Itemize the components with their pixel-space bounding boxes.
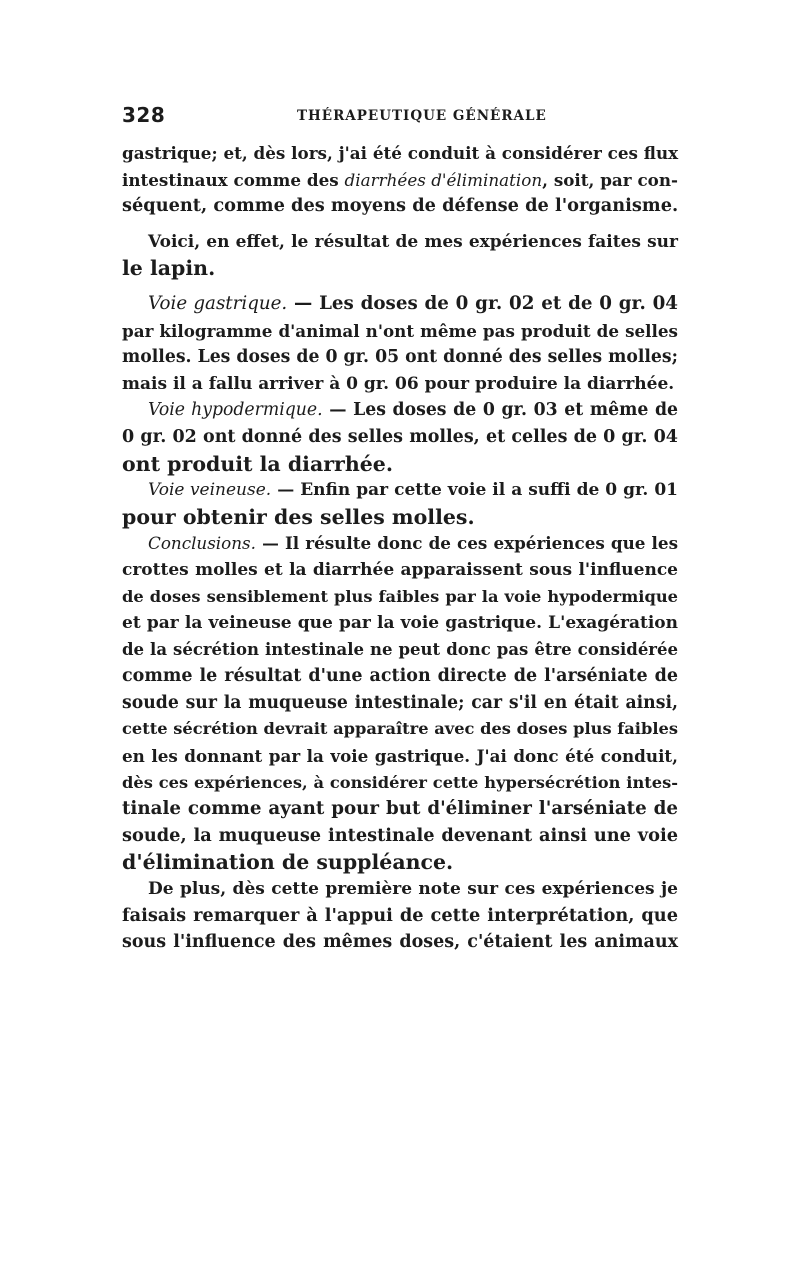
paragraph	[122, 140, 678, 220]
text-line: gastrique; et, dès lors, j'ai été conduit à considérer ces flux	[122, 143, 679, 163]
text-span: — Il résulte donc de ces expériences que les	[255, 533, 678, 554]
text-line	[122, 291, 678, 318]
section-title: Voie veineuse.	[148, 480, 272, 501]
paragraph	[122, 397, 678, 477]
text-line	[122, 477, 678, 504]
text-line: en les donnant par la voie gastrique. J'ai donc été conduit,	[122, 746, 678, 767]
text-line: cette sécrétion devrait apparaître avec des doses plus faibles	[122, 719, 678, 739]
text-line: mais il a fallu arriver à 0 gr. 06 pour produire la diarrhée.	[122, 373, 675, 394]
text-line	[122, 167, 678, 194]
text-line: par kilogramme d'animal n'ont même pas produit de selles	[122, 320, 678, 341]
text-line: sous l'influence des mêmes doses, c'étaient les animaux	[122, 932, 678, 953]
text-line	[122, 530, 678, 557]
text-line: pour obtenir des selles molles.	[122, 504, 475, 529]
text-span: — Enfin par cette voie il a suffi de 0 gr. 01	[271, 480, 678, 501]
paragraph	[122, 229, 678, 282]
body-text	[122, 140, 678, 956]
text-line: d'élimination de suppléance.	[122, 850, 454, 875]
italic-term: diarrhées d'élimination	[344, 169, 543, 190]
section-title: Voie gastrique.	[148, 292, 288, 314]
paragraph	[122, 477, 678, 530]
text-span: — Les doses de 0 gr. 03 et même de	[322, 400, 678, 421]
text-line: et par la veineuse que par la voie gastrique. L'exagération	[122, 613, 678, 634]
text-line: tinale comme ayant pour but d'éliminer l'arséniate de	[122, 798, 678, 820]
text-line: soude, la muqueuse intestinale devenant ainsi une voie	[122, 824, 678, 846]
text-line: de doses sensiblement plus faibles par la voie hypodermique	[122, 586, 678, 606]
text-line: le lapin.	[122, 256, 216, 281]
text-line	[122, 397, 678, 424]
page-number: 328	[122, 103, 166, 127]
text-line: séquent, comme des moyens de défense de l'organisme.	[122, 195, 679, 217]
running-title: THÉRAPEUTIQUE GÉNÉRALE	[297, 108, 547, 124]
text-span: — Les doses de 0 gr. 02 et de 0 gr. 04	[287, 292, 679, 314]
section-title: Voie hypodermique.	[148, 400, 323, 421]
text-line: De plus, dès cette première note sur ces expériences je	[148, 879, 678, 900]
text-line: crottes molles et la diarrhée apparaissent sous l'influence	[122, 559, 678, 580]
text-line: de la sécrétion intestinale ne peut donc pas être considérée	[122, 639, 678, 659]
text-line: dès ces expériences, à considérer cette hypersécrétion intes-	[122, 772, 678, 792]
text-line: 0 gr. 02 ont donné des selles molles, et celles de 0 gr. 04	[122, 426, 678, 447]
text-line: comme le résultat d'une action directe de l'arséniate de	[122, 666, 678, 687]
text-line: molles. Les doses de 0 gr. 05 ont donné des selles molles;	[122, 347, 678, 368]
text-line: ont produit la diarrhée.	[122, 451, 393, 476]
paragraph	[122, 876, 678, 956]
text-span: intestinaux comme des	[122, 169, 345, 190]
paragraph	[122, 530, 678, 876]
text-line: soude sur la muqueuse intestinale; car s'il en était ainsi,	[122, 692, 678, 713]
section-title: Conclusions.	[148, 533, 256, 554]
text-span: , soit, par con-	[542, 169, 678, 190]
text-line: faisais remarquer à l'appui de cette interprétation, que	[122, 904, 678, 926]
page-header	[122, 103, 678, 129]
text-line: Voici, en effet, le résultat de mes expériences faites sur	[148, 231, 678, 252]
paragraph	[122, 291, 678, 397]
